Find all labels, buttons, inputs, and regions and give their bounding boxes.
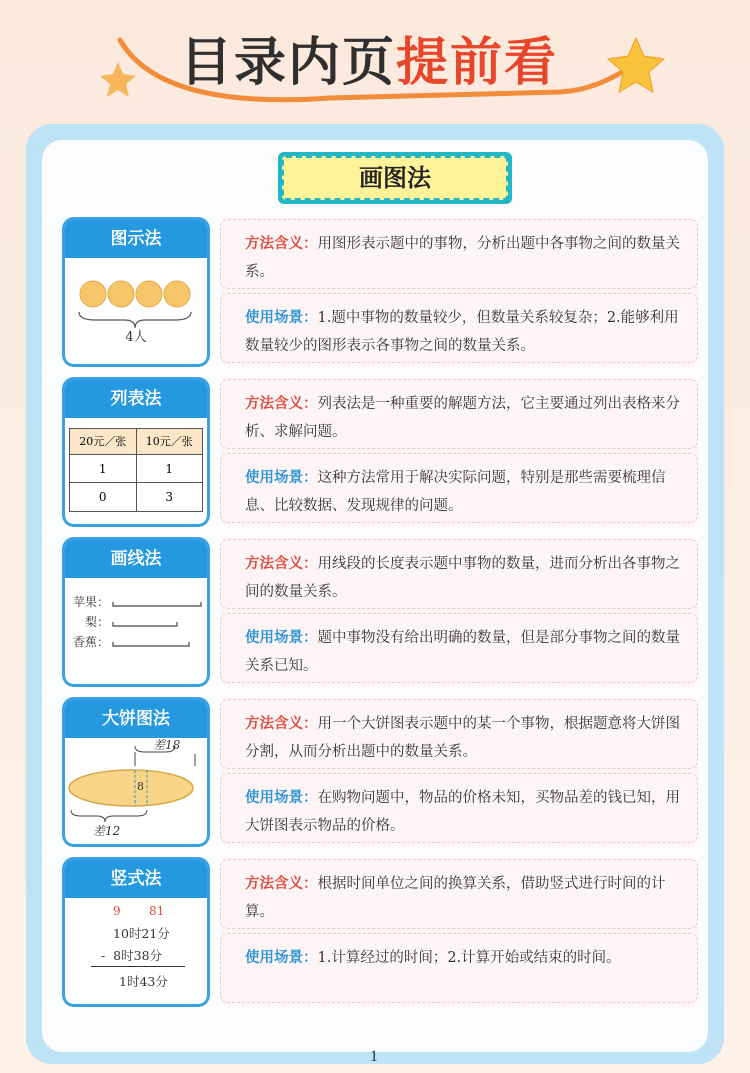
meaning-label: 方法含义： [245,236,318,252]
meaning-label: 方法含义： [245,556,318,572]
meaning-label: 方法含义： [245,876,318,892]
method-description [220,697,698,847]
method-description [220,377,698,527]
carry-digit: 9 [113,904,121,918]
method-row [62,697,698,847]
usage-block [220,453,698,523]
line-label: 苹果： [72,595,109,609]
meaning-block [220,379,698,449]
usage-block [220,773,698,843]
usage-label: 使用场景： [245,950,318,966]
table-cell: 0 [70,483,137,511]
usage-text: 1.计算经过的时间；2.计算开始或结束的时间。 [317,950,621,966]
table-header: 10元／张 [145,435,193,448]
usage-block [220,293,698,363]
method-row [62,857,698,1007]
table-illustration [69,428,203,512]
method-description [220,537,698,687]
method-illustration [65,738,207,844]
meaning-block [220,699,698,769]
table-header: 20元／张 [70,429,137,454]
method-name: 画线法 [65,540,207,578]
calc-result: 1时43分 [119,974,168,989]
page-title [180,20,558,95]
calc-line: 10时21分 [113,926,170,941]
content-inner [42,140,708,1052]
pie-bottom-label: 差12 [93,824,121,838]
carry-digit: 81 [149,904,165,918]
meaning-label: 方法含义： [245,396,318,412]
section-title: 画图法 [282,156,508,200]
meaning-text: 用线段的长度表示题中事物的数量，进而分析出各事物之间的数量关系。 [245,556,680,600]
usage-label: 使用场景： [245,630,318,646]
method-row [62,377,698,527]
pie-mid-label: 8 [137,780,144,793]
meaning-text: 列表法是一种重要的解题方法，它主要通过列出表格来分析、求解问题。 [245,396,680,440]
method-name: 图示法 [65,220,207,258]
usage-label: 使用场景： [245,310,318,326]
method-name: 列表法 [65,380,207,418]
method-card [62,857,210,1007]
section-badge [278,152,512,204]
circles-illustration [65,258,207,364]
meaning-block [220,539,698,609]
meaning-block [220,219,698,289]
header [0,0,750,118]
usage-block [220,933,698,1003]
method-card [62,377,210,527]
line-label: 梨： [84,615,109,629]
title-highlight: 提前看 [396,33,559,93]
usage-label: 使用场景： [245,470,318,486]
illus-caption: 4人 [125,330,147,345]
meaning-text: 根据时间单位之间的换算关系，借助竖式进行时间的计算。 [245,876,666,920]
star-icon-left [100,62,136,97]
pie-illustration [65,738,207,844]
method-description [220,217,698,367]
method-illustration [65,578,207,684]
calc-line: - 8时38分 [101,948,163,963]
method-card [62,217,210,367]
method-illustration [65,258,207,364]
usage-text: 在购物问题中，物品的价格未知，买物品差的钱已知，用大饼图表示物品的价格。 [245,790,680,834]
method-description [220,857,698,1007]
usage-text: 题中事物没有给出明确的数量，但是部分事物之间的数量关系已知。 [245,630,680,674]
meaning-label: 方法含义： [245,716,318,732]
method-row [62,217,698,367]
line-label: 香蕉： [72,635,109,649]
method-card [62,697,210,847]
lines-illustration [65,578,207,684]
usage-label: 使用场景： [245,790,318,806]
method-card [62,537,210,687]
meaning-text: 用图形表示题中的事物，分析出题中各事物之间的数量关系。 [245,236,680,280]
usage-text: 这种方法常用于解决实际问题，特别是那些需要梳理信息、比较数据、发现规律的问题。 [245,470,666,514]
pie-top-label: 差18 [153,738,181,752]
meaning-block [220,859,698,929]
method-name: 竖式法 [65,860,207,898]
page-number: 1 [370,1048,378,1065]
usage-block [220,613,698,683]
calc-divider [91,966,185,967]
method-row [62,537,698,687]
title-main: 目录内页 [180,33,397,93]
content-panel [26,124,724,1064]
table-cell: 3 [165,490,174,504]
table-cell: 1 [70,455,137,482]
meaning-text: 用一个大饼图表示题中的某一个事物，根据题意将大饼图分割，从而分析出题中的数量关系。 [245,716,680,760]
method-illustration [65,898,207,1004]
table-cell: 1 [165,462,174,476]
method-name: 大饼图法 [65,700,207,738]
method-illustration [65,418,207,524]
star-icon-right [608,38,664,92]
usage-text: 1.题中事物的数量较少，但数量关系较复杂；2.能够利用数量较少的图形表示各事物之间的数量关系。 [245,310,679,354]
